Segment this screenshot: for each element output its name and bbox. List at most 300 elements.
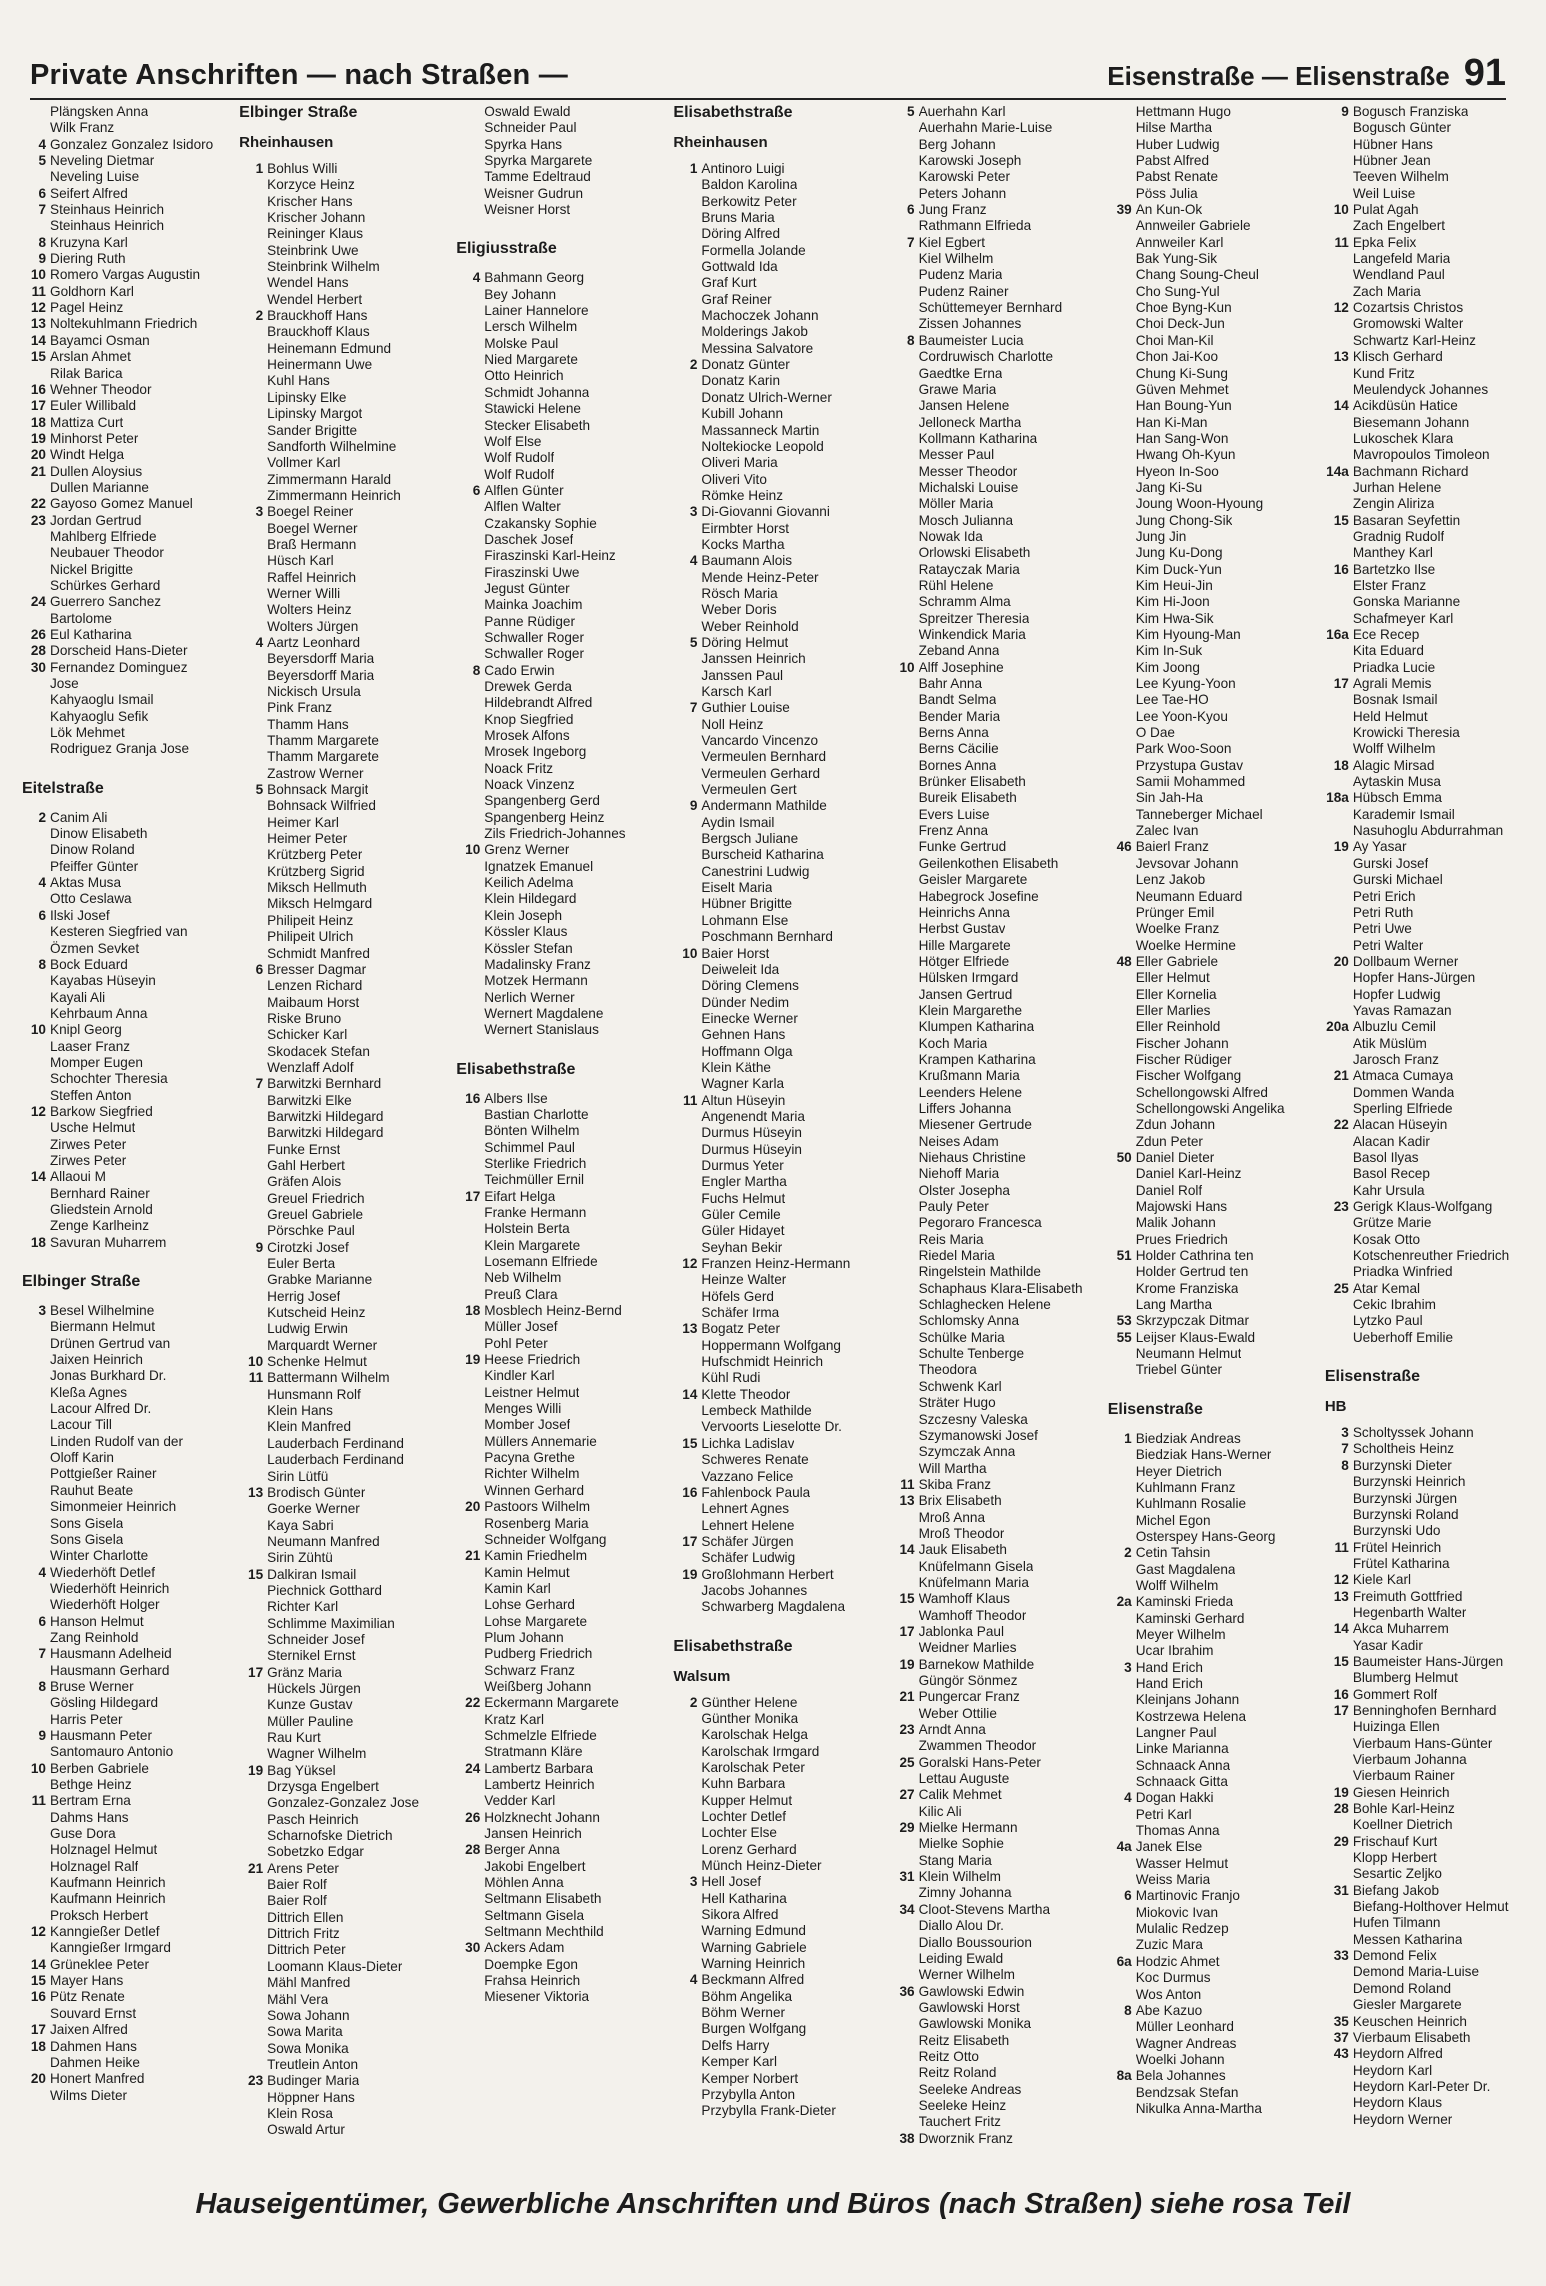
resident-entry [1325,1719,1524,1735]
resident-entry [673,194,872,210]
house-number [673,831,701,847]
resident-name: Neises Adam [918,1133,999,1149]
resident-name: Richter Wilhelm [484,1466,580,1482]
resident-name: Schimmel Paul [484,1139,575,1155]
resident-name: Zissen Johannes [918,316,1022,332]
resident-name: Schmelzle Elfriede [484,1727,597,1743]
resident-name: Kim In-Suk [1135,643,1203,659]
resident-entry [239,553,438,569]
resident-name: Choi Man-Kil [1135,332,1214,348]
resident-name: Malik Johann [1135,1215,1216,1231]
resident-name: Ay Yasar [1352,839,1407,855]
house-number [891,1297,919,1313]
resident-entry [239,929,438,945]
resident-name: Santomauro Antonio [50,1744,174,1760]
resident-name: Neumann Helmut [1135,1346,1242,1362]
resident-name: Priadka Winfried [1352,1264,1453,1280]
resident-name: Orlowski Elisabeth [918,545,1031,561]
house-number [891,594,919,610]
street-heading: Elisabethstraße [456,1060,576,1078]
house-number [456,1712,484,1728]
resident-entry [1325,725,1524,741]
house-number: 9 [689,798,698,814]
resident-name: Zach Engelbert [1352,218,1446,234]
resident-entry [1325,1150,1524,1166]
resident-entry [673,749,872,765]
resident-name: Berkowitz Peter [701,193,797,209]
resident-entry [891,1526,1090,1542]
house-number [1325,1817,1353,1833]
resident-name: Höppner Hans [267,2089,355,2105]
house-number [1325,643,1353,659]
resident-name: Kunze Gustav [267,1697,353,1713]
resident-name: Warning Heinrich [701,1956,806,1972]
house-number: 38 [899,2130,915,2146]
resident-entry [1325,1085,1524,1101]
resident-entry [22,709,221,725]
resident-entry [456,1189,655,1205]
resident-name: Pudberg Friedrich [484,1646,593,1662]
house-number [456,1319,484,1335]
house-number [456,1107,484,1123]
house-number [239,1714,267,1730]
resident-entry [891,366,1090,382]
house-number: 18 [30,414,46,430]
house-number [1108,349,1136,365]
resident-name: Windt Helga [50,447,125,463]
resident-entry [239,668,438,684]
resident-name: Langefeld Maria [1352,251,1451,267]
resident-entry [891,333,1090,349]
house-number [673,1370,701,1386]
resident-name: Calik Mehmet [918,1787,1002,1803]
resident-entry [239,2041,438,2057]
house-number [1108,1183,1136,1199]
resident-entry [1108,1183,1307,1199]
resident-name: Karsch Karl [701,684,772,699]
house-number [456,859,484,875]
resident-entry [891,431,1090,447]
house-number [1108,1856,1136,1872]
resident-name: Altun Hüseyin [701,1092,786,1108]
house-number [456,499,484,515]
resident-entry [673,1469,872,1485]
house-number [239,1501,267,1517]
resident-entry [1325,1964,1524,1980]
house-number: 7 [38,202,46,218]
resident-name: Angenendt Maria [701,1108,805,1124]
resident-entry [456,1793,655,1809]
resident-name: Atmaca Cumaya [1352,1068,1454,1084]
resident-name: Zdun Peter [1135,1133,1203,1149]
resident-entry [239,537,438,553]
resident-name: Poschmann Bernhard [701,929,833,945]
resident-name: Motzek Hermann [484,973,588,989]
resident-entry [22,1120,221,1136]
house-number [1108,1068,1136,1084]
resident-entry [1108,1297,1307,1313]
house-number [673,1727,701,1743]
resident-entry [673,1158,872,1174]
house-number [239,488,267,504]
house-number [891,2000,919,2016]
house-number [673,1583,701,1599]
resident-entry [1325,1638,1524,1654]
house-number [891,1526,919,1542]
resident-name: Pütz Renate [50,1989,125,2005]
resident-entry [456,1614,655,1630]
house-number [1325,1232,1353,1248]
resident-name: Biedziak Andreas [1135,1430,1241,1446]
resident-name: Langner Paul [1135,1725,1217,1740]
resident-name: Pasch Heinrich [267,1811,359,1827]
resident-entry [22,826,221,842]
resident-entry [1108,611,1307,627]
resident-entry [456,1368,655,1384]
resident-name: Laaser Franz [50,1038,131,1054]
resident-entry [456,467,655,483]
house-number [239,1289,267,1305]
street-heading: Elisenstraße [1107,1400,1203,1418]
resident-name: Alflen Walter [484,499,561,515]
resident-entry [1108,905,1307,921]
resident-entry [456,614,655,630]
resident-entry [456,712,655,728]
house-number [673,1518,701,1534]
resident-name: Gonzalez-Gonzalez Jose [267,1795,420,1811]
house-number [1108,1578,1136,1594]
house-number [1325,480,1353,496]
resident-entry [22,218,221,234]
house-number [673,1240,701,1256]
resident-entry [1325,202,1524,218]
resident-entry [456,352,655,368]
resident-entry [22,1352,221,1368]
house-number [1108,872,1136,888]
resident-entry [1108,2019,1307,2035]
resident-name: Lehnert Agnes [701,1501,790,1517]
resident-name: Hübsch Emma [1352,790,1442,806]
resident-name: Kiel Egbert [918,234,986,250]
resident-name: Maibaum Horst [267,994,360,1010]
resident-entry [22,1875,221,1891]
resident-entry [1325,2030,1524,2046]
resident-name: Eifart Helga [484,1188,556,1204]
house-number [673,1776,701,1792]
resident-entry [1325,741,1524,757]
resident-entry [891,1395,1090,1411]
resident-name: Han Ki-Man [1135,414,1208,430]
resident-name: Zdun Johann [1135,1117,1216,1133]
resident-name: Pabst Renate [1135,169,1219,185]
resident-name: Hell Katharina [701,1890,787,1906]
resident-entry [1325,1052,1524,1068]
resident-entry [239,700,438,716]
house-number [239,1452,267,1468]
house-number [1325,1003,1353,1019]
house-number [22,1663,50,1679]
resident-entry [22,973,221,989]
house-number [1325,970,1353,986]
house-number [673,962,701,978]
resident-name: Kamin Helmut [484,1564,570,1580]
resident-name: Römke Heinz [701,487,784,503]
resident-name: Holstein Berta [484,1221,570,1237]
resident-entry [456,1123,655,1139]
resident-name: Hopfer Ludwig [1352,986,1441,1002]
house-number: 6 [472,482,481,498]
resident-entry [1325,284,1524,300]
resident-entry [239,390,438,406]
resident-name: Zimny Johanna [918,1885,1012,1901]
resident-entry [22,1761,221,1777]
resident-entry [891,1591,1090,1607]
resident-name: Firaszinski Uwe [484,564,580,580]
house-number [673,733,701,749]
resident-name: Nickisch Ursula [267,684,361,699]
resident-entry [673,1583,872,1599]
resident-name: Ucar Ibrahim [1135,1643,1214,1659]
resident-name: Evers Luise [918,806,990,822]
resident-name: Neb Wilhelm [484,1270,562,1286]
resident-entry [891,758,1090,774]
resident-entry [673,1744,872,1760]
house-number [239,439,267,455]
resident-entry [891,1853,1090,1869]
house-number [673,1940,701,1956]
resident-entry [891,2098,1090,2114]
house-number: 12 [1333,300,1349,316]
resident-name: Heimer Karl [267,814,339,830]
resident-name: Gösling Hildegard [50,1695,159,1711]
resident-name: Kahyaoglu Sefik [50,708,149,724]
resident-name: Hübner Jean [1352,153,1431,169]
resident-entry [456,597,655,613]
resident-name: Beyersdorff Maria [267,651,375,667]
resident-name: Mahlberg Elfriede [50,528,157,544]
house-number [239,1207,267,1223]
resident-entry [239,946,438,962]
resident-name: Michalski Louise [918,479,1019,495]
resident-entry [456,941,655,957]
house-number [1325,333,1353,349]
resident-entry [891,1689,1090,1705]
house-number [239,210,267,226]
resident-entry [239,1207,438,1223]
resident-name: Bruns Maria [701,210,775,226]
resident-entry [673,1354,872,1370]
resident-entry [22,202,221,218]
resident-name: Messina Salvatore [701,340,814,356]
resident-entry [673,1370,872,1386]
resident-name: Gliedstein Arnold [50,1202,153,1217]
resident-entry [22,267,221,283]
resident-entry [22,1104,221,1120]
resident-name: Messer Paul [918,447,995,463]
house-number [22,1055,50,1071]
resident-name: Jonas Burkhard Dr. [50,1368,167,1384]
house-number: 16a [1326,627,1349,642]
resident-entry [673,275,872,291]
resident-entry [1108,1888,1307,1904]
resident-name: Pottgießer Rainer [50,1466,157,1482]
house-number: 8 [472,662,481,678]
house-number [1108,1019,1136,1035]
resident-entry [1108,725,1307,741]
house-number [1108,970,1136,986]
resident-entry [22,1055,221,1071]
resident-name: Schafmeyer Karl [1352,610,1454,626]
resident-entry [239,1910,438,1926]
resident-name: Rauhut Beate [50,1482,134,1498]
house-number [239,1060,267,1076]
resident-entry [1108,823,1307,839]
resident-name: Weber Reinhold [701,618,799,634]
resident-entry [1108,1166,1307,1182]
resident-name: Nikulka Anna-Martha [1135,2100,1262,2116]
resident-entry [1108,1839,1307,1855]
house-number [1325,905,1353,921]
resident-name: Annweiler Gabriele [1135,218,1251,234]
house-number [456,1663,484,1679]
resident-name: Pörschke Paul [267,1223,355,1239]
resident-entry [1325,905,1524,921]
resident-name: Grüneklee Peter [50,1956,149,1972]
house-number [891,480,919,496]
resident-name: Berns Cäcilie [918,741,999,757]
house-number: 17 [248,1664,264,1680]
resident-entry [22,1303,221,1319]
resident-name: Kahyaoglu Ismail [50,692,154,708]
house-number: 28 [30,643,46,659]
resident-entry [456,581,655,597]
running-title: Private Anschriften — nach Straßen — [30,59,568,91]
resident-name: Chung Ki-Sung [1135,365,1228,381]
resident-name: Daniel Karl-Heinz [1135,1166,1242,1182]
house-number: 4 [689,553,698,569]
resident-name: Petri Uwe [1352,921,1412,937]
resident-entry [456,1336,655,1352]
house-number [1108,529,1136,545]
house-number [456,728,484,744]
resident-name: Schwartz Karl-Heinz [1352,332,1476,348]
resident-name: Lee Kyung-Yoon [1135,676,1236,692]
house-number: 12 [682,1256,698,1272]
resident-entry [22,1516,221,1532]
house-number: 4 [38,136,46,152]
resident-name: Kühl Rudi [701,1370,761,1386]
resident-name: Guthier Louise [701,700,790,716]
house-number [1325,415,1353,431]
house-number [1325,1899,1353,1915]
resident-name: Warning Gabriele [701,1939,807,1955]
house-number [673,1956,701,1972]
resident-entry [891,627,1090,643]
resident-name: Bresser Dagmar [267,961,367,977]
house-number [456,973,484,989]
resident-name: Reitz Roland [918,2065,997,2081]
resident-entry [1108,1464,1307,1480]
resident-name: Cho Sung-Yul [1135,283,1220,299]
house-number [22,562,50,578]
resident-entry [22,660,221,676]
house-number [456,1006,484,1022]
resident-name: Annweiler Karl [1135,234,1224,250]
resident-entry [673,553,872,569]
house-number [891,709,919,725]
resident-entry [22,1401,221,1417]
house-number: 8 [38,234,46,250]
house-number [456,516,484,532]
resident-name: Nickel Brigitte [50,561,134,577]
house-number [891,137,919,153]
resident-name: Sträter Hugo [918,1395,996,1411]
resident-entry [673,1809,872,1825]
resident-name: Meyer Wilhelm [1135,1626,1226,1642]
resident-entry [673,1240,872,1256]
resident-name: Kim Duck-Yun [1135,561,1222,577]
house-number: 15 [248,1566,264,1582]
house-number: 18 [30,2038,46,2054]
resident-name: Lambertz Heinrich [484,1777,595,1792]
resident-name: Gahl Herbert [267,1157,345,1173]
resident-name: Jaixen Heinrich [50,1352,143,1368]
resident-entry [1325,1425,1524,1441]
house-number [22,1006,50,1022]
house-number: 21 [248,1860,264,1876]
resident-name: Krützberg Sigrid [267,863,365,879]
resident-name: Elster Franz [1352,577,1427,593]
house-number [891,284,919,300]
resident-entry [1325,1540,1524,1556]
resident-entry [673,995,872,1011]
resident-entry [456,418,655,434]
resident-entry [891,1542,1090,1558]
house-number [891,1395,919,1411]
house-number: 11 [248,1370,264,1386]
resident-entry [239,619,438,635]
house-number [1325,1866,1353,1882]
resident-entry [1108,889,1307,905]
resident-name: Molderings Jakob [701,324,808,340]
resident-name: Zwammen Theodor [918,1738,1037,1754]
resident-entry [891,905,1090,921]
house-number [891,267,919,283]
resident-entry [239,1665,438,1681]
resident-entry [891,513,1090,529]
house-number [22,1385,50,1401]
resident-entry [1325,1736,1524,1752]
resident-name: Szymanowski Josef [918,1427,1038,1443]
resident-entry [456,450,655,466]
house-number [673,488,701,504]
house-number [891,1706,919,1722]
house-number [673,373,701,389]
resident-name: Güngör Sönmez [918,1673,1018,1688]
resident-name: Baumeister Lucia [918,332,1024,348]
resident-entry [239,292,438,308]
house-number: 19 [682,1566,698,1582]
resident-entry [673,406,872,422]
house-number [673,1403,701,1419]
house-number [1108,1611,1136,1627]
street-heading: Elbinger Straße [22,1273,141,1291]
house-number [22,1908,50,1924]
house-number: 6 [907,202,915,218]
house-number [1108,676,1136,692]
resident-entry [891,2016,1090,2032]
resident-entry [1108,284,1307,300]
